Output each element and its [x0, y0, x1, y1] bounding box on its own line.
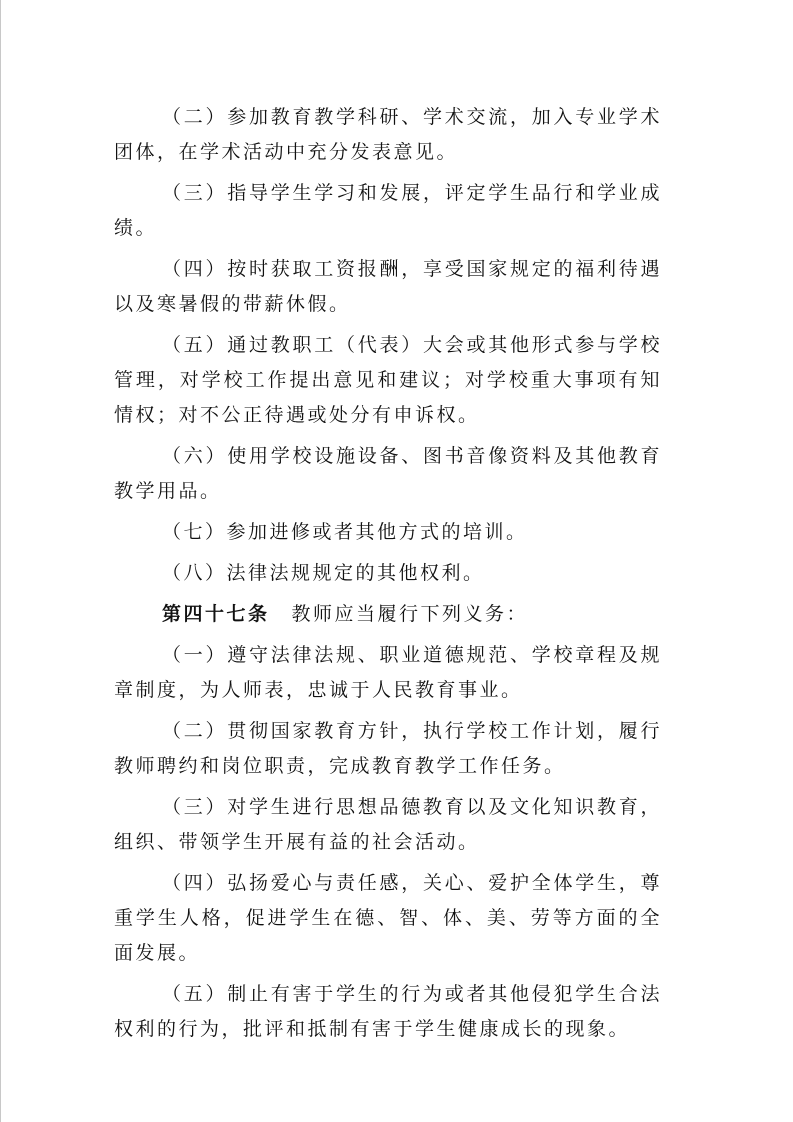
rights-item-2: （二）参加教育教学科研、学术交流，加入专业学术团体，在学术活动中充分发表意见。: [114, 106, 662, 163]
rights-item-4: （四）按时获取工资报酬，享受国家规定的福利待遇以及寒暑假的带薪休假。: [114, 258, 662, 315]
duty-item-3: （三）对学生进行思想品德教育以及文化知识教育，组织、带领学生开展有益的社会活动。: [114, 796, 662, 853]
article-47: [114, 597, 662, 632]
duty-item-5: （五）制止有害于学生的行为或者其他侵犯学生合法权利的行为，批评和抵制有害于学生健康成长的现象。: [114, 983, 662, 1040]
rights-item-6: （六）使用学校设施设备、图书音像资料及其他教育教学用品。: [114, 445, 662, 502]
document-page: [114, 100, 662, 1047]
page-left-edge: [0, 0, 1, 1122]
article-text: 教师应当履行下列义务：: [291, 603, 529, 625]
rights-item-8: （八）法律法规规定的其他权利。: [162, 562, 485, 584]
duty-item-4: （四）弘扬爱心与责任感，关心、爱护全体学生，尊重学生人格，促进学生在德、智、体、美、劳等方面的全面发展。: [114, 872, 662, 964]
rights-item-7: （七）参加进修或者其他方式的培训。: [162, 521, 528, 543]
rights-item-3: （三）指导学生学习和发展，评定学生品行和学业成绩。: [114, 182, 662, 239]
duty-item-2: （二）贯彻国家教育方针，执行学校工作计划，履行教师聘约和岗位职责，完成教育教学工作任务。: [114, 720, 662, 777]
duty-item-1: （一）遵守法律法规、职业道德规范、学校章程及规章制度，为人师表，忠诚于人民教育事业。: [114, 644, 662, 701]
rights-item-5: （五）通过教职工（代表）大会或其他形式参与学校管理，对学校工作提出意见和建议；对学校重大事项有知情权；对不公正待遇或处分有申诉权。: [114, 334, 662, 426]
article-number: 第四十七条: [162, 603, 270, 625]
